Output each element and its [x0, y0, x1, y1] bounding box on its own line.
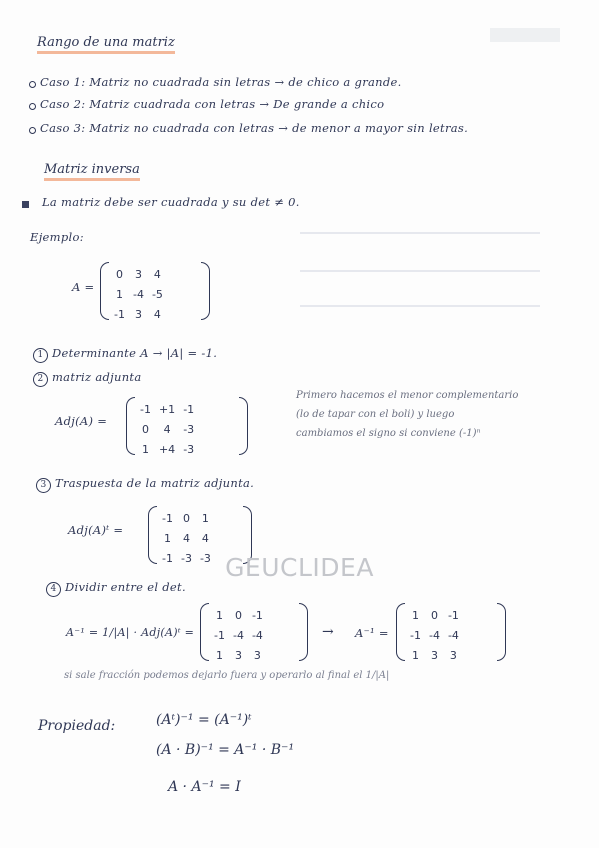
property-label: Propiedad: — [38, 718, 116, 734]
matrix-cell: -3 — [183, 442, 195, 456]
matrix-a-grid — [110, 264, 167, 324]
matrix-cell: 0 — [141, 422, 149, 436]
fraction-note: si sale fracción podemos dejarlo fuera y operarlo al final el 1/|A| — [64, 670, 390, 681]
matrix-a-label: A = — [72, 280, 95, 294]
page-corner-mark — [490, 28, 560, 42]
section-title-rango — [37, 35, 175, 50]
matrix-cell: -4 — [428, 628, 440, 642]
matrix-cell: 1 — [215, 608, 223, 622]
matrix-cell: 1 — [115, 287, 123, 301]
adjt-label: Adj(A)ᵗ = — [68, 523, 124, 537]
bracket-left — [396, 603, 405, 661]
rango-case-2: Caso 2: Matriz cuadrada con letras → De grande a chico — [40, 97, 385, 111]
section-title-inversa — [44, 162, 140, 177]
rango-case-3: Caso 3: Matriz no cuadrada con letras → de menor a mayor sin letras. — [40, 121, 469, 135]
matrix-cell: -1 — [114, 307, 125, 321]
bracket-right — [497, 603, 506, 661]
matrix-cell: -1 — [214, 628, 225, 642]
step-2 — [33, 370, 142, 387]
bracket-right — [239, 397, 248, 455]
bracket-right — [201, 262, 210, 320]
matrix-cell: -1 — [140, 402, 151, 416]
matrix-inv-mid — [200, 603, 308, 661]
matrix-cell: 3 — [253, 648, 261, 662]
matrix-cell: -4 — [132, 287, 144, 301]
matrix-cell: 1 — [141, 442, 149, 456]
matrix-cell: -3 — [183, 422, 195, 436]
square-bullet-icon — [22, 201, 29, 208]
adj-label: Adj(A) = — [55, 414, 108, 428]
matrix-cell: 3 — [449, 648, 457, 662]
matrix-cell: 4 — [153, 307, 161, 321]
inverse-label: A⁻¹ = — [355, 626, 389, 640]
property-3: A · A⁻¹ = I — [168, 779, 241, 795]
bracket-left — [100, 262, 109, 320]
bracket-left — [126, 397, 135, 455]
matrix-a — [100, 262, 210, 320]
example-label: Ejemplo: — [30, 230, 84, 244]
matrix-cell: -1 — [251, 608, 263, 622]
property-1: (Aᵗ)⁻¹ = (A⁻¹)ᵗ — [156, 712, 252, 728]
note-line-1: Primero hacemos el menor complementario — [296, 390, 519, 401]
bracket-left — [200, 603, 209, 661]
step-number: 3 — [36, 478, 51, 493]
matrix-inv-mid-grid — [210, 605, 267, 665]
matrix-cell: 1 — [163, 531, 171, 545]
matrix-inv-result — [396, 603, 506, 661]
bullet-icon — [29, 81, 36, 88]
watermark-text: GEUCLIDEA — [225, 553, 374, 582]
step-2-text: matriz adjunta — [51, 370, 142, 384]
inverse-condition: La matriz debe ser cuadrada y su det ≠ 0. — [42, 195, 300, 209]
rango-case-1: Caso 1: Matriz no cuadrada sin letras → de chico a grande. — [40, 75, 402, 89]
matrix-cell: -4 — [447, 628, 459, 642]
bleed-through-line — [300, 305, 540, 307]
matrix-cell: 3 — [134, 267, 142, 281]
step-1-text: Determinante A → |A| = -1. — [51, 346, 218, 360]
step-4-text: Dividir entre el det. — [64, 580, 186, 594]
property-2: (A · B)⁻¹ = A⁻¹ · B⁻¹ — [156, 742, 295, 758]
matrix-cell: 4 — [163, 422, 171, 436]
matrix-cell: 4 — [201, 531, 209, 545]
matrix-cell: 1 — [411, 648, 419, 662]
bleed-through-line — [300, 270, 540, 272]
matrix-cell: -5 — [151, 287, 163, 301]
matrix-cell: 4 — [153, 267, 161, 281]
matrix-cell: 1 — [215, 648, 223, 662]
step-1 — [33, 346, 217, 363]
matrix-cell: -1 — [162, 511, 173, 525]
matrix-cell: -4 — [232, 628, 244, 642]
matrix-cell: +4 — [158, 442, 176, 456]
matrix-cell: -4 — [251, 628, 263, 642]
matrix-cell: 3 — [134, 307, 142, 321]
matrix-cell: 3 — [234, 648, 242, 662]
note-line-2: (lo de tapar con el boli) y luego — [296, 409, 455, 420]
matrix-cell: 1 — [411, 608, 419, 622]
step-4 — [46, 580, 186, 597]
note-line-3: cambiamos el signo si conviene (-1)ⁿ — [296, 428, 481, 439]
matrix-cell: +1 — [158, 402, 176, 416]
matrix-cell: -1 — [162, 551, 173, 565]
step-3 — [36, 476, 254, 493]
bracket-right — [299, 603, 308, 661]
matrix-cell: -3 — [180, 551, 192, 565]
inverse-formula: A⁻¹ = 1/|A| · Adj(A)ᵗ = — [66, 626, 195, 639]
matrix-adj-grid — [136, 399, 198, 459]
matrix-adj — [126, 397, 248, 455]
matrix-cell: -1 — [447, 608, 459, 622]
matrix-cell: -3 — [199, 551, 211, 565]
matrix-inv-result-grid — [406, 605, 463, 665]
step-number: 4 — [46, 582, 61, 597]
bullet-icon — [29, 127, 36, 134]
matrix-cell: 0 — [115, 267, 123, 281]
step-number: 2 — [33, 372, 48, 387]
matrix-cell: 3 — [430, 648, 438, 662]
matrix-cell: 1 — [201, 511, 209, 525]
matrix-cell: 0 — [182, 511, 190, 525]
matrix-cell: 0 — [234, 608, 242, 622]
rango-title-text: Rango de una matriz — [37, 35, 175, 54]
matrix-cell: -1 — [183, 402, 195, 416]
inversa-title-text: Matriz inversa — [44, 162, 140, 181]
bullet-icon — [29, 103, 36, 110]
arrow-icon: → — [322, 624, 335, 640]
matrix-cell: -1 — [410, 628, 421, 642]
step-3-text: Traspuesta de la matriz adjunta. — [54, 476, 255, 490]
matrix-cell: 0 — [430, 608, 438, 622]
bleed-through-line — [300, 232, 540, 234]
step-number: 1 — [33, 348, 48, 363]
matrix-cell: 4 — [182, 531, 190, 545]
